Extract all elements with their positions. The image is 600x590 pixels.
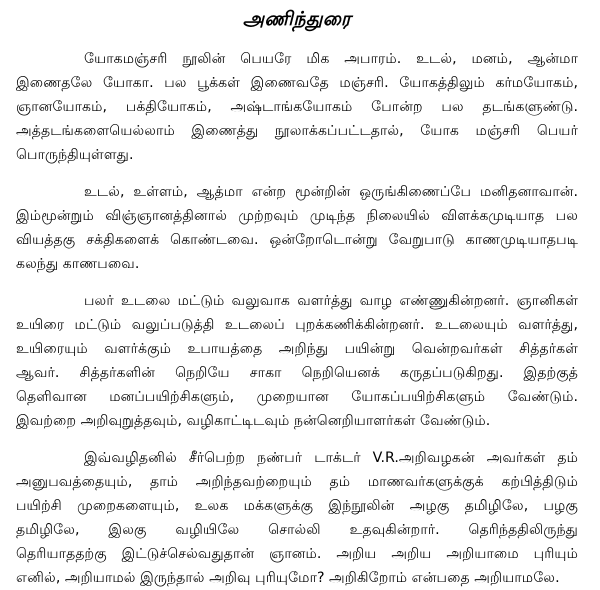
text-line: அத்தடங்களையெல்லாம் இணைத்து நூலாக்கப்பட்டதால், யோக மஞ்சரி பெயர் xyxy=(16,123,578,139)
paragraph-2 xyxy=(16,180,578,276)
text-line: இவற்றை அறிவுறுத்தவும், வழிகாட்டிடவும் நன்னெறியாளர்கள் வேண்டும். xyxy=(16,413,491,429)
text-line: அனுபவத்தையும், தாம் அறிந்தவற்றையும் தம் மாணவர்களுக்குக் கற்பித்திடும் xyxy=(16,474,578,490)
text-line: இம்மூன்றும் விஞ்ஞானத்தினால் முற்றவும் முடிந்த நிலையில் விளக்கமுடியாத பல xyxy=(16,208,578,224)
text-line: யோகமஞ்சரி நூலின் பெயரே மிக அபாரம். உடல், மனம், ஆன்மா xyxy=(84,51,578,67)
paragraph-3 xyxy=(16,289,578,433)
text-line: பயிற்சி முறைகளையும், உலக மக்களுக்கு இந்நூலின் அழகு தமிழிலே, பழகு xyxy=(16,498,578,514)
text-line: தெரியாததற்கு இட்டுச்செல்வதுதான் ஞானம். அறிய அறிய அறியாமை புரியும் xyxy=(16,546,578,562)
text-line: எனில், அறியாமல் இருந்தால் அறிவு புரியுமோ? அறிகிறோம் என்பதை அறியாமலே. xyxy=(16,570,560,586)
text-line: இவ்வழிதனில் சீர்பெற்ற நண்பர் டாக்டர் V.R.அறிவழகன் அவர்கள் தம் xyxy=(84,450,578,466)
text-line: உடல், உள்ளம், ஆத்மா என்ற மூன்றின் ஒருங்கிணைப்பே மனிதனாவான். xyxy=(84,184,578,200)
text-line: ஞானயோகம், பக்தியோகம், அஷ்டாங்கயோகம் போன்ற பல தடங்களுண்டு. xyxy=(16,99,578,115)
text-line: இணைதலே யோகா. பல பூக்கள் இணைவதே மஞ்சரி. யோகத்திலும் கர்மயோகம், xyxy=(16,75,578,91)
text-line: வியத்தகு சக்திகளைக் கொண்டவை. ஒன்றோடொன்று வேறுபாடு காணமுடியாதபடி xyxy=(16,232,578,248)
text-line: ஆவர். சித்தர்களின் நெறியே சாகா நெறியெனக் கருதப்படுகிறது. இதற்குத் xyxy=(16,365,578,381)
paragraph-1 xyxy=(16,47,578,167)
text-line: பொருந்தியுள்ளது. xyxy=(16,147,134,163)
text-line: உயிரையும் வளர்க்கும் உபாயத்தை அறிந்து பயின்று வென்றவர்கள் சித்தர்கள் xyxy=(16,341,578,357)
text-line: உயிரை மட்டும் வலுப்படுத்தி உடலைப் புறக்கணிக்கின்றனர். உடலையும் வளர்த்து, xyxy=(16,317,578,333)
text-line: தெளிவான மனப்பயிற்சிகளும், முறையான யோகப்பயிற்சிகளும் வேண்டும். xyxy=(16,389,578,405)
text-line: பலர் உடலை மட்டும் வலுவாக வளர்த்து வாழ எண்ணுகின்றனர். ஞானிகள் xyxy=(84,293,578,309)
text-line: கலந்து காணபவை. xyxy=(16,256,140,272)
page-title: அணிந்துரை xyxy=(242,8,352,30)
paragraph-4 xyxy=(16,446,578,590)
text-line: தமிழிலே, இலகு வழியிலே சொல்லி உதவுகின்றார். தெரிந்ததிலிருந்து xyxy=(16,522,578,538)
